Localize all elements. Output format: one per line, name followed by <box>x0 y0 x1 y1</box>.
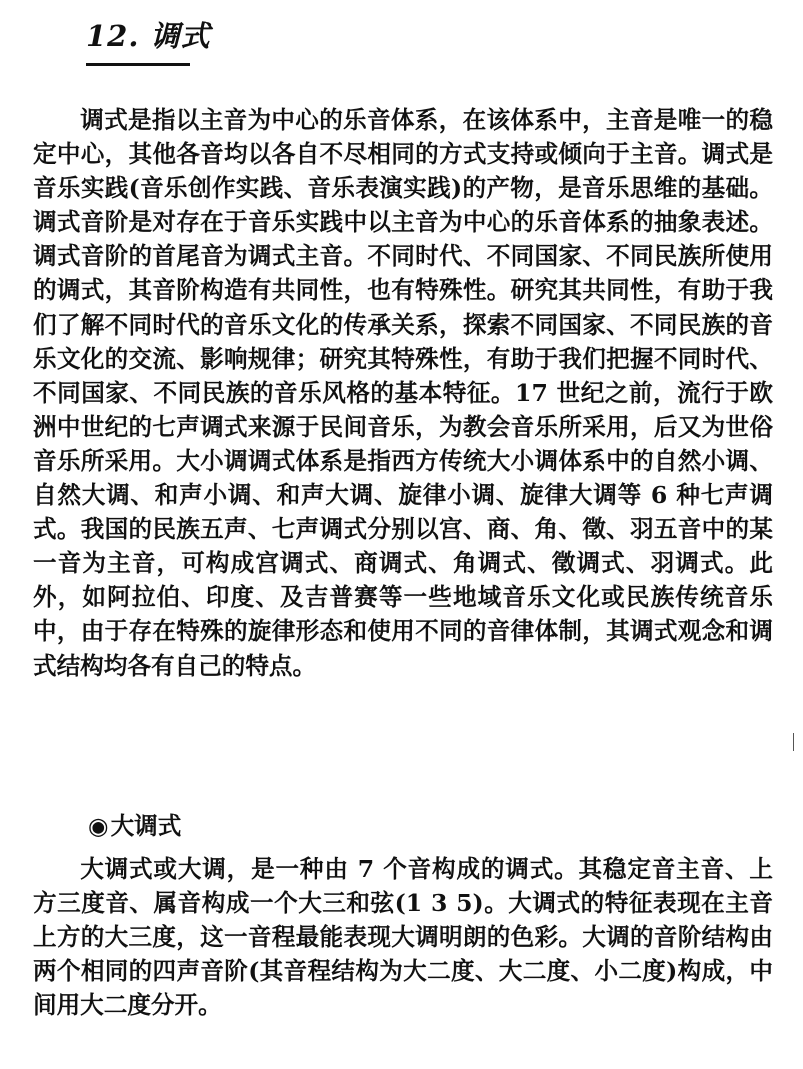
section-title: 12. 调式 <box>86 19 211 53</box>
paragraph-major-mode: 大调式或大调，是一种由 7 个音构成的调式。其稳定音主音、上方三度音、属音构成一个大三和弦(1 3 5)。大调式的特征表现在主音上方的大三度，这一音程最能表现大调明朗的色彩。大调的音阶结构由两个相同的四声音阶(其音程结构为大二度、大二度、小二度)构成，中间用大二度分开。 <box>33 855 773 1020</box>
subsection-heading <box>88 809 181 843</box>
bullet-icon: ◉ <box>88 812 109 840</box>
title-underline <box>86 63 190 66</box>
subsection-title: 大调式 <box>110 812 182 840</box>
paragraph-intro: 调式是指以主音为中心的乐音体系，在该体系中，主音是唯一的稳定中心，其他各音均以各自不尽相同的方式支持或倾向于主音。调式是音乐实践(音乐创作实践、音乐表演实践)的产物，是音乐思维的基础。调式音阶是对存在于音乐实践中以主音为中心的乐音体系的抽象表述。调式音阶的首尾音为调式主音。不同时代、不同国家、不同民族所使用的调式，其音阶构造有共同性，也有特殊性。研究其共同性，有助于我们了解不同时代的音乐文化的传承关系，探索不同国家、不同民族的音乐文化的交流、影响规律；研究其特殊性，有助于我们把握不同时代、不同国家、不同民族的音乐风格的基本特征。17 世纪之前，流行于欧洲中世纪的七声调式来源于民间音乐，为教会音乐所采用，后又为世俗音乐所采用。大小调调式体系是指西方传统大小调体系中的自然小调、自然大调、和声小调、和声大调、旋律小调、旋律大调等 6 种七声调式。我国的民族五声、七声调式分别以宫、商、角、徵、羽五音中的某一音为主音，可构成宫调式、商调式、角调式、徵调式、羽调式。此外，如阿拉伯、印度、及吉普赛等一些地域音乐文化或民族传统音乐中，由于存在特殊的旋律形态和使用不同的音律体制，其调式观念和调式结构均各有自己的特点。 <box>33 106 773 680</box>
scan-margin-mark <box>793 733 794 751</box>
